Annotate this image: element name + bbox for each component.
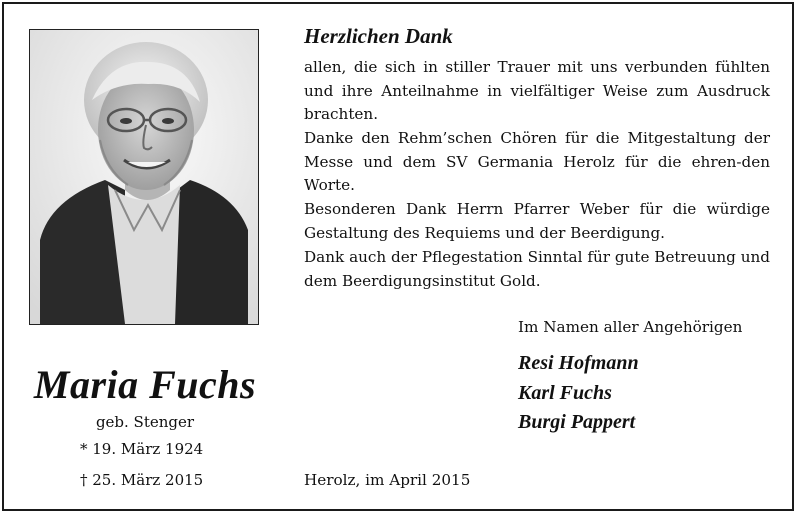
family-intro: Im Namen aller Angehörigen (518, 318, 743, 336)
deceased-name: Maria Fuchs (33, 362, 257, 407)
birth-name: geb. Stenger (95, 413, 195, 431)
place-and-date: Herolz, im April 2015 (304, 471, 471, 489)
thanks-paragraph: allen, die sich in stiller Trauer mit uns verbunden fühlten und ihre Anteilnahme in vielfältiger Weise zum Ausdruck brachten. (304, 58, 770, 123)
signatory-name: Burgi Pappert (518, 411, 636, 433)
signatory-name: Karl Fuchs (518, 382, 612, 404)
portrait-photo (29, 29, 259, 325)
death-date: † 25. März 2015 (80, 471, 204, 489)
thanks-paragraph: Besonderen Dank Herrn Pfarrer Weber für die würdige Gestaltung des Requiems und der Beerdigung. (304, 200, 770, 242)
birth-date: * 19. März 1924 (80, 440, 204, 458)
thanks-heading: Herzlichen Dank (304, 24, 453, 48)
thanks-paragraph: Dank auch der Pflegestation Sinntal für gute Betreuung und dem Beerdigungsinstitut Gold. (304, 248, 770, 290)
signatory-name: Resi Hofmann (518, 352, 639, 374)
thanks-paragraph: Danke den Rehm’schen Chören für die Mitgestaltung der Messe und dem SV Germania Herolz für die ehren-den Worte. (304, 129, 770, 194)
